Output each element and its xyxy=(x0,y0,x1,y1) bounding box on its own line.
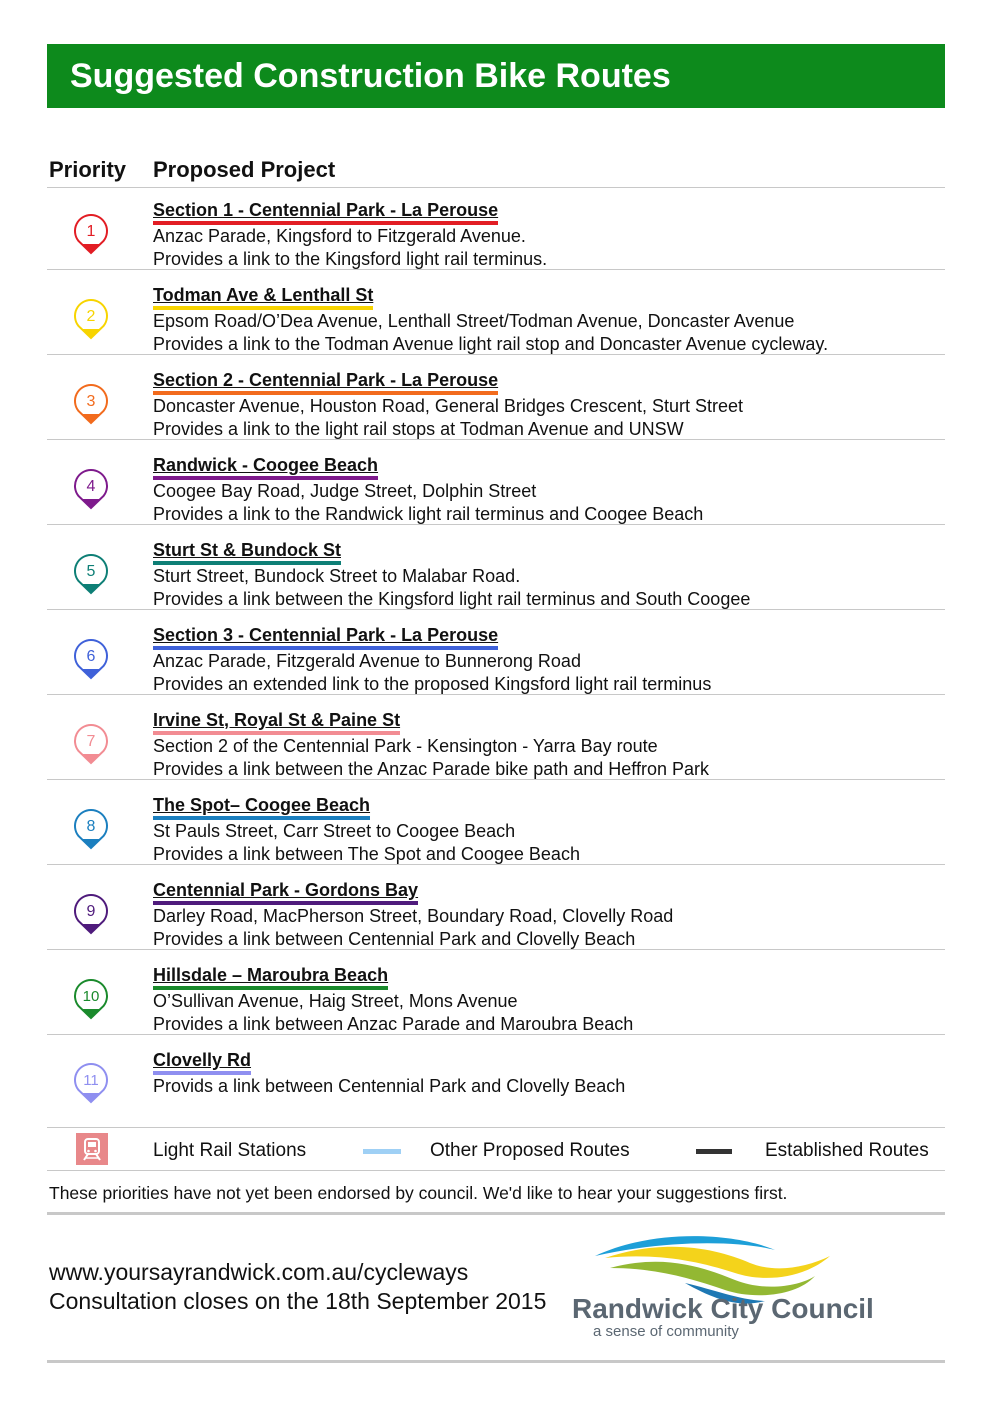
header-divider xyxy=(47,187,945,188)
priority-pin-icon xyxy=(73,893,109,941)
priority-number: 8 xyxy=(86,818,96,835)
priority-pin-icon xyxy=(73,213,109,261)
legend-bottom-divider xyxy=(47,1170,945,1171)
priority-number: 4 xyxy=(86,478,96,495)
page-title: Suggested Construction Bike Routes xyxy=(70,57,671,95)
consultation-closing-date: Consultation closes on the 18th September 2015 xyxy=(49,1288,547,1314)
route-title[interactable]: Hillsdale – Maroubra Beach xyxy=(153,964,388,990)
route-row xyxy=(47,788,945,873)
route-title[interactable]: Clovelly Rd xyxy=(153,1049,251,1075)
priority-number: 9 xyxy=(86,903,96,920)
route-title-wrap xyxy=(153,794,370,820)
route-title[interactable]: Randwick - Coogee Beach xyxy=(153,454,378,480)
route-title-wrap xyxy=(153,369,498,395)
legend-established-label: Established Routes xyxy=(765,1140,929,1161)
row-divider xyxy=(47,609,945,610)
route-row xyxy=(47,193,945,278)
route-row xyxy=(47,533,945,618)
route-row xyxy=(47,278,945,363)
priority-number: 6 xyxy=(86,648,96,665)
row-divider xyxy=(47,779,945,780)
priority-pin-icon xyxy=(73,383,109,431)
route-row xyxy=(47,958,945,1043)
logo-name: Randwick City Council xyxy=(572,1293,874,1324)
route-row xyxy=(47,448,945,533)
priority-pin-icon xyxy=(73,638,109,686)
project-column-header: Proposed Project xyxy=(153,157,336,182)
route-title-wrap xyxy=(153,199,498,225)
route-title[interactable]: Irvine St, Royal St & Paine St xyxy=(153,709,400,735)
route-streets: Epsom Road/O’Dea Avenue, Lenthall Street/Todman Avenue, Doncaster Avenue xyxy=(153,311,795,331)
priority-pin-icon xyxy=(73,298,109,346)
route-streets: Section 2 of the Centennial Park - Kensington - Yarra Bay route xyxy=(153,736,658,756)
endorsement-note: These priorities have not yet been endorsed by council. We'd like to hear your suggestions first. xyxy=(49,1183,788,1203)
legend-other-routes-swatch xyxy=(363,1149,401,1154)
route-row xyxy=(47,873,945,958)
route-streets: Doncaster Avenue, Houston Road, General Bridges Crescent, Sturt Street xyxy=(153,396,743,416)
route-description: Provides an extended link to the proposed Kingsford light rail terminus xyxy=(153,674,712,694)
route-streets: Coogee Bay Road, Judge Street, Dolphin Street xyxy=(153,481,537,501)
row-divider xyxy=(47,269,945,270)
row-divider xyxy=(47,439,945,440)
priority-number: 10 xyxy=(82,988,100,1005)
route-row xyxy=(47,1043,945,1128)
row-divider xyxy=(47,354,945,355)
route-title[interactable]: Section 1 - Centennial Park - La Perouse xyxy=(153,199,498,225)
legend-other-routes-label: Other Proposed Routes xyxy=(430,1140,630,1161)
route-streets: Provids a link between Centennial Park and Clovelly Beach xyxy=(153,1076,626,1096)
route-description: Provides a link to the light rail stops at Todman Avenue and UNSW xyxy=(153,419,684,439)
route-description: Provides a link between Anzac Parade and Maroubra Beach xyxy=(153,1014,634,1034)
route-streets: St Pauls Street, Carr Street to Coogee Beach xyxy=(153,821,516,841)
route-title[interactable]: Todman Ave & Lenthall St xyxy=(153,284,373,310)
row-divider xyxy=(47,949,945,950)
priority-number: 2 xyxy=(86,308,96,325)
route-description: Provides a link between Centennial Park and Clovelly Beach xyxy=(153,929,636,949)
title-banner xyxy=(47,44,945,108)
route-streets: O’Sullivan Avenue, Haig Street, Mons Avenue xyxy=(153,991,518,1011)
priority-pin-icon xyxy=(73,468,109,516)
row-divider xyxy=(47,864,945,865)
legend-light-rail-label: Light Rail Stations xyxy=(153,1140,307,1161)
priority-number: 1 xyxy=(86,223,96,240)
consultation-url[interactable]: www.yoursayrandwick.com.au/cycleways xyxy=(49,1259,469,1285)
route-streets: Anzac Parade, Kingsford to Fitzgerald Avenue. xyxy=(153,226,526,246)
footer-divider xyxy=(47,1360,945,1363)
route-description: Provides a link to the Kingsford light rail terminus. xyxy=(153,249,548,269)
route-description: Provides a link between the Anzac Parade bike path and Heffron Park xyxy=(153,759,710,779)
route-streets: Darley Road, MacPherson Street, Boundary Road, Clovelly Road xyxy=(153,906,674,926)
legend xyxy=(47,1128,945,1170)
route-title-wrap xyxy=(153,879,418,905)
randwick-council-logo xyxy=(565,1228,950,1343)
priority-pin-icon xyxy=(73,1062,109,1110)
route-title-wrap xyxy=(153,454,378,480)
row-divider xyxy=(47,1034,945,1035)
priority-number: 5 xyxy=(86,563,96,580)
route-title[interactable]: Sturt St & Bundock St xyxy=(153,539,341,565)
logo-tagline: a sense of community xyxy=(593,1323,739,1340)
priority-number: 7 xyxy=(86,733,96,750)
route-streets: Sturt Street, Bundock Street to Malabar Road. xyxy=(153,566,521,586)
legend-established-swatch xyxy=(696,1149,732,1154)
route-description: Provides a link between The Spot and Coogee Beach xyxy=(153,844,580,864)
route-row xyxy=(47,363,945,448)
route-title-wrap xyxy=(153,284,373,310)
route-title[interactable]: Section 3 - Centennial Park - La Perouse xyxy=(153,624,498,650)
priority-pin-icon xyxy=(73,553,109,601)
route-description: Provides a link to the Todman Avenue light rail stop and Doncaster Avenue cycleway. xyxy=(153,334,829,354)
light-rail-icon xyxy=(76,1133,108,1165)
priority-pin-icon xyxy=(73,808,109,856)
priority-pin-icon xyxy=(73,723,109,771)
row-divider xyxy=(47,694,945,695)
priority-column-header: Priority xyxy=(49,157,127,182)
route-title-wrap xyxy=(153,709,400,735)
route-title-wrap xyxy=(153,539,341,565)
priority-pin-icon xyxy=(73,978,109,1026)
note-divider xyxy=(47,1212,945,1215)
row-divider xyxy=(47,524,945,525)
route-title[interactable]: Centennial Park - Gordons Bay xyxy=(153,879,418,905)
route-title-wrap xyxy=(153,1049,251,1075)
route-title-wrap xyxy=(153,964,388,990)
priority-number: 11 xyxy=(83,1072,99,1089)
legend-top-divider xyxy=(47,1127,945,1128)
route-row xyxy=(47,618,945,703)
route-streets: Anzac Parade, Fitzgerald Avenue to Bunnerong Road xyxy=(153,651,581,671)
route-title-wrap xyxy=(153,624,498,650)
route-description: Provides a link to the Randwick light rail terminus and Coogee Beach xyxy=(153,504,704,524)
footer-text xyxy=(49,1258,549,1316)
route-description: Provides a link between the Kingsford light rail terminus and South Coogee xyxy=(153,589,751,609)
route-title[interactable]: Section 2 - Centennial Park - La Perouse xyxy=(153,369,498,395)
route-row xyxy=(47,703,945,788)
priority-number: 3 xyxy=(86,393,96,410)
route-title[interactable]: The Spot– Coogee Beach xyxy=(153,794,370,820)
